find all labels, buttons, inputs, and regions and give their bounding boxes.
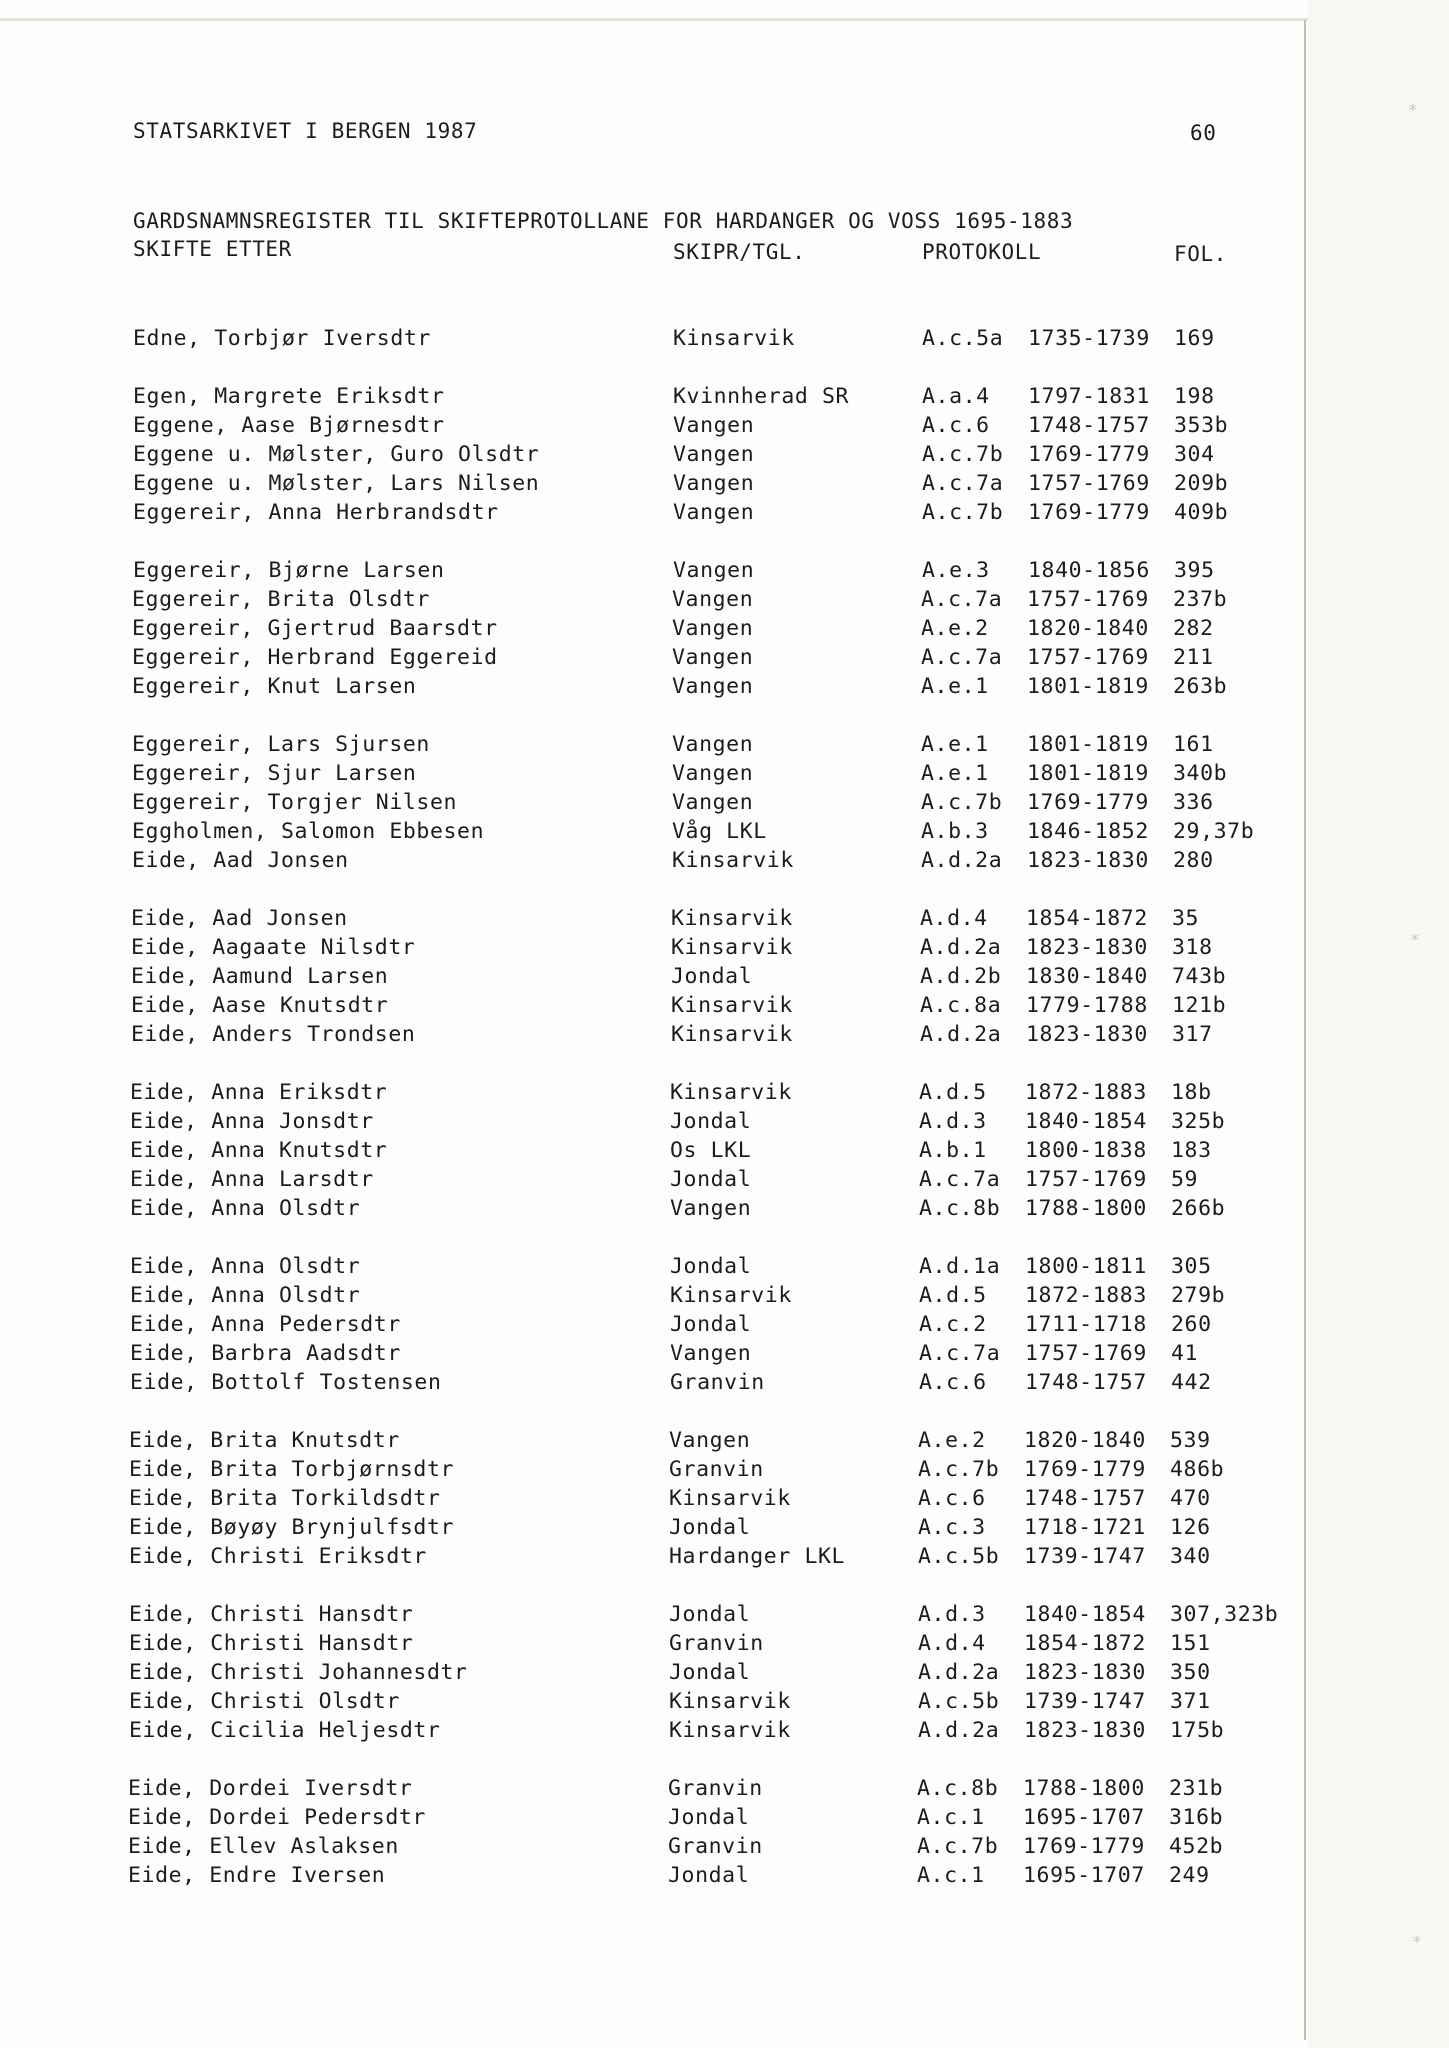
entry-court: Vangen <box>670 1196 752 1221</box>
speck-mark: * <box>1410 930 1420 949</box>
entry-court: Jondal <box>669 1660 751 1685</box>
entry-years: 1788-1800 <box>1023 1776 1145 1801</box>
entry-folio: 121b <box>1172 993 1227 1018</box>
entry-folio: 409b <box>1174 500 1229 525</box>
entry-protocol: A.d.2a <box>918 1718 1000 1743</box>
entry-court: Os LKL <box>670 1138 752 1163</box>
entry-court: Jondal <box>670 1167 752 1192</box>
entry-folio: 211 <box>1173 645 1214 670</box>
entry-name: Eggene u. Mølster, Guro Olsdtr <box>133 442 540 467</box>
entry-protocol: A.d.2a <box>920 1022 1002 1047</box>
entry-court: Granvin <box>670 1370 765 1395</box>
entry-name: Eide, Aagaate Nilsdtr <box>131 935 416 960</box>
table-row <box>0 442 1300 472</box>
entry-protocol: A.d.1a <box>919 1254 1001 1279</box>
entry-folio: 318 <box>1172 935 1213 960</box>
entry-court: Kinsarvik <box>669 1718 791 1743</box>
table-row <box>0 645 1300 675</box>
entry-name: Eide, Barbra Aadsdtr <box>130 1341 401 1366</box>
table-row <box>0 1689 1300 1719</box>
entry-folio: 175b <box>1170 1718 1225 1743</box>
entry-name: Eide, Anna Pedersdtr <box>130 1312 401 1337</box>
entry-protocol: A.d.2a <box>921 848 1003 873</box>
entry-folio: 307,323b <box>1170 1602 1279 1627</box>
entry-name: Eide, Bottolf Tostensen <box>130 1370 442 1395</box>
entry-protocol: A.c.8b <box>917 1776 999 1801</box>
entry-name: Eggereir, Herbrand Eggereid <box>132 645 498 670</box>
entry-court: Granvin <box>669 1631 764 1656</box>
entry-name: Eide, Brita Torbjørnsdtr <box>129 1457 455 1482</box>
entry-years: 1801-1819 <box>1027 674 1149 699</box>
entry-folio: 183 <box>1171 1138 1212 1163</box>
page-top-edge <box>0 18 1449 21</box>
entry-years: 1757-1769 <box>1027 645 1149 670</box>
table-row <box>0 1834 1300 1864</box>
entry-folio: 126 <box>1170 1515 1211 1540</box>
table-row <box>0 1718 1300 1748</box>
entry-folio: 35 <box>1172 906 1200 931</box>
entry-court: Vangen <box>672 674 754 699</box>
entry-folio: 304 <box>1174 442 1215 467</box>
entry-protocol: A.c.6 <box>918 1486 986 1511</box>
entry-name: Eide, Christi Hansdtr <box>129 1602 414 1627</box>
entry-protocol: A.c.1 <box>917 1863 985 1888</box>
entry-folio: 539 <box>1170 1428 1211 1453</box>
entry-folio: 59 <box>1171 1167 1199 1192</box>
entry-name: Eide, Aase Knutsdtr <box>131 993 389 1018</box>
table-row <box>0 964 1300 994</box>
entry-folio: 279b <box>1171 1283 1226 1308</box>
entry-folio: 249 <box>1169 1863 1210 1888</box>
entry-folio: 340 <box>1170 1544 1211 1569</box>
entry-name: Eide, Brita Knutsdtr <box>129 1428 400 1453</box>
entry-protocol: A.e.2 <box>921 616 989 641</box>
entry-folio: 395 <box>1174 558 1215 583</box>
column-header-protokoll: PROTOKOLL <box>922 240 1042 264</box>
entry-protocol: A.c.7b <box>918 1457 1000 1482</box>
table-row <box>0 1109 1300 1139</box>
entry-name: Eide, Anna Olsdtr <box>130 1196 361 1221</box>
table-row <box>0 1370 1300 1400</box>
entry-court: Jondal <box>670 1109 752 1134</box>
table-row <box>0 732 1300 762</box>
entry-court: Vangen <box>672 645 754 670</box>
table-row <box>0 1080 1300 1110</box>
entry-folio: 305 <box>1171 1254 1212 1279</box>
entry-folio: 151 <box>1170 1631 1211 1656</box>
entry-years: 1823-1830 <box>1027 848 1149 873</box>
entry-protocol: A.c.7a <box>922 471 1004 496</box>
entry-years: 1840-1854 <box>1025 1109 1147 1134</box>
entry-years: 1718-1721 <box>1024 1515 1146 1540</box>
entry-protocol: A.d.2a <box>918 1660 1000 1685</box>
entry-protocol: A.c.8b <box>919 1196 1001 1221</box>
entry-protocol: A.d.3 <box>919 1109 987 1134</box>
table-row <box>0 1254 1300 1284</box>
entry-folio: 325b <box>1171 1109 1226 1134</box>
table-row <box>0 1022 1300 1052</box>
entry-court: Vangen <box>670 1341 752 1366</box>
entry-years: 1739-1747 <box>1024 1544 1146 1569</box>
entry-court: Kvinnherad SR <box>673 384 850 409</box>
table-row <box>0 1544 1300 1574</box>
entry-folio: 18b <box>1171 1080 1212 1105</box>
entry-years: 1823-1830 <box>1026 935 1148 960</box>
entry-protocol: A.d.5 <box>919 1080 987 1105</box>
entry-court: Vangen <box>672 761 754 786</box>
entry-protocol: A.b.1 <box>919 1138 987 1163</box>
entry-years: 1757-1769 <box>1025 1167 1147 1192</box>
column-header-skifte-etter: SKIFTE ETTER <box>133 237 292 261</box>
entry-protocol: A.d.4 <box>920 906 988 931</box>
entry-name: Eggholmen, Salomon Ebbesen <box>132 819 485 844</box>
table-row <box>0 384 1300 414</box>
entry-name: Eide, Ellev Aslaksen <box>128 1834 399 1859</box>
table-row <box>0 993 1300 1023</box>
speck-mark: * <box>1412 1932 1422 1951</box>
table-row <box>0 1167 1300 1197</box>
entry-protocol: A.c.5a <box>922 326 1004 351</box>
entry-name: Eide, Aad Jonsen <box>131 906 348 931</box>
entry-name: Edne, Torbjør Iversdtr <box>133 326 431 351</box>
entry-name: Eide, Christi Johannesdtr <box>129 1660 468 1685</box>
entry-name: Eggereir, Bjørne Larsen <box>133 558 445 583</box>
entry-protocol: A.d.2a <box>920 935 1002 960</box>
entry-court: Vangen <box>672 790 754 815</box>
entry-years: 1711-1718 <box>1025 1312 1147 1337</box>
entry-court: Vangen <box>669 1428 751 1453</box>
entry-court: Jondal <box>669 1515 751 1540</box>
table-row <box>0 1196 1300 1226</box>
entry-folio: 340b <box>1173 761 1228 786</box>
entry-name: Eide, Cicilia Heljesdtr <box>129 1718 441 1743</box>
table-row <box>0 1602 1300 1632</box>
entry-folio: 280 <box>1173 848 1214 873</box>
entry-court: Jondal <box>670 1254 752 1279</box>
entry-years: 1779-1788 <box>1026 993 1148 1018</box>
entry-protocol: A.c.7a <box>921 587 1003 612</box>
entry-years: 1748-1757 <box>1025 1370 1147 1395</box>
register-title: GARDSNAMNSREGISTER TIL SKIFTEPROTOLLANE FOR HARDANGER OG VOSS 1695-1883 <box>133 209 1074 233</box>
speck-mark: * <box>1408 100 1418 119</box>
entry-folio: 263b <box>1173 674 1228 699</box>
entry-years: 1823-1830 <box>1024 1718 1146 1743</box>
entry-name: Eggereir, Brita Olsdtr <box>132 587 430 612</box>
table-row <box>0 413 1300 443</box>
entry-folio: 282 <box>1173 616 1214 641</box>
entry-folio: 260 <box>1171 1312 1212 1337</box>
table-row <box>0 471 1300 501</box>
entry-protocol: A.e.1 <box>921 761 989 786</box>
entry-court: Jondal <box>668 1863 750 1888</box>
table-row <box>0 1457 1300 1487</box>
entry-court: Vangen <box>673 413 755 438</box>
entry-protocol: A.a.4 <box>922 384 990 409</box>
entry-protocol: A.d.3 <box>918 1602 986 1627</box>
entry-folio: 317 <box>1172 1022 1213 1047</box>
entry-name: Eggereir, Gjertrud Baarsdtr <box>132 616 498 641</box>
entry-years: 1820-1840 <box>1024 1428 1146 1453</box>
entry-name: Eide, Anna Eriksdtr <box>130 1080 388 1105</box>
archive-heading: STATSARKIVET I BERGEN 1987 <box>133 119 478 143</box>
entry-years: 1840-1854 <box>1024 1602 1146 1627</box>
entry-years: 1801-1819 <box>1027 732 1149 757</box>
entry-court: Granvin <box>668 1834 763 1859</box>
entry-protocol: A.d.5 <box>919 1283 987 1308</box>
entry-court: Granvin <box>669 1457 764 1482</box>
entry-name: Eide, Dordei Pedersdtr <box>128 1805 426 1830</box>
table-row <box>0 1776 1300 1806</box>
entry-folio: 198 <box>1174 384 1215 409</box>
table-row <box>0 500 1300 530</box>
table-row <box>0 1341 1300 1371</box>
entry-court: Vangen <box>672 732 754 757</box>
entry-protocol: A.c.5b <box>918 1544 1000 1569</box>
entry-protocol: A.c.1 <box>917 1805 985 1830</box>
entry-protocol: A.d.2b <box>920 964 1002 989</box>
entry-folio: 237b <box>1173 587 1228 612</box>
entry-court: Kinsarvik <box>671 935 793 960</box>
entry-years: 1830-1840 <box>1026 964 1148 989</box>
entry-court: Kinsarvik <box>669 1689 791 1714</box>
entry-court: Kinsarvik <box>671 1022 793 1047</box>
entry-name: Eide, Anders Trondsen <box>131 1022 416 1047</box>
entry-folio: 169 <box>1174 326 1215 351</box>
entry-court: Vangen <box>673 558 755 583</box>
entry-protocol: A.c.7b <box>922 442 1004 467</box>
entry-folio: 161 <box>1173 732 1214 757</box>
entry-folio: 486b <box>1170 1457 1225 1482</box>
entry-protocol: A.c.7a <box>919 1167 1001 1192</box>
entry-years: 1846-1852 <box>1027 819 1149 844</box>
entry-years: 1757-1769 <box>1028 471 1150 496</box>
entry-court: Granvin <box>668 1776 763 1801</box>
entry-folio: 371 <box>1170 1689 1211 1714</box>
entry-years: 1769-1779 <box>1028 500 1150 525</box>
entry-court: Vangen <box>672 587 754 612</box>
entry-court: Kinsarvik <box>673 326 795 351</box>
table-row <box>0 558 1300 588</box>
entry-protocol: A.c.7a <box>919 1341 1001 1366</box>
entry-years: 1800-1838 <box>1025 1138 1147 1163</box>
entry-court: Vangen <box>673 471 755 496</box>
entry-folio: 266b <box>1171 1196 1226 1221</box>
entry-name: Eide, Anna Larsdtr <box>130 1167 374 1192</box>
entry-name: Eide, Christi Eriksdtr <box>129 1544 427 1569</box>
entry-years: 1695-1707 <box>1023 1805 1145 1830</box>
entry-name: Eide, Endre Iversen <box>128 1863 386 1888</box>
table-row <box>0 616 1300 646</box>
entry-court: Hardanger LKL <box>669 1544 846 1569</box>
entry-name: Eggereir, Knut Larsen <box>132 674 417 699</box>
entry-protocol: A.c.7b <box>917 1834 999 1859</box>
entry-court: Jondal <box>668 1805 750 1830</box>
table-row <box>0 790 1300 820</box>
entry-years: 1872-1883 <box>1025 1283 1147 1308</box>
table-row <box>0 906 1300 936</box>
entry-name: Eggereir, Anna Herbrandsdtr <box>133 500 499 525</box>
entry-years: 1788-1800 <box>1025 1196 1147 1221</box>
entry-years: 1823-1830 <box>1024 1660 1146 1685</box>
table-row <box>0 587 1300 617</box>
entry-name: Eide, Dordei Iversdtr <box>128 1776 413 1801</box>
entry-court: Kinsarvik <box>672 848 794 873</box>
entry-court: Kinsarvik <box>671 993 793 1018</box>
column-header-fol: FOL. <box>1174 242 1227 266</box>
table-row <box>0 1283 1300 1313</box>
entry-protocol: A.c.8a <box>920 993 1002 1018</box>
entry-court: Vangen <box>673 442 755 467</box>
table-row <box>0 674 1300 704</box>
page-number: 60 <box>1190 121 1217 145</box>
entry-years: 1735-1739 <box>1028 326 1150 351</box>
table-row <box>0 1863 1300 1893</box>
table-row <box>0 1486 1300 1516</box>
entry-years: 1748-1757 <box>1028 413 1150 438</box>
entry-name: Eide, Christi Olsdtr <box>129 1689 400 1714</box>
entry-folio: 231b <box>1169 1776 1224 1801</box>
entry-folio: 442 <box>1171 1370 1212 1395</box>
entry-years: 1769-1779 <box>1024 1457 1146 1482</box>
entry-folio: 452b <box>1169 1834 1224 1859</box>
entry-name: Eggene, Aase Bjørnesdtr <box>133 413 445 438</box>
table-row <box>0 1138 1300 1168</box>
entry-folio: 353b <box>1174 413 1229 438</box>
entry-protocol: A.c.2 <box>919 1312 987 1337</box>
entry-years: 1823-1830 <box>1026 1022 1148 1047</box>
column-header-skipr-tgl: SKIPR/TGL. <box>673 240 806 264</box>
entry-years: 1739-1747 <box>1024 1689 1146 1714</box>
entry-name: Eide, Christi Hansdtr <box>129 1631 414 1656</box>
table-row <box>0 326 1300 356</box>
entry-court: Kinsarvik <box>670 1283 792 1308</box>
entry-court: Kinsarvik <box>670 1080 792 1105</box>
entry-years: 1769-1779 <box>1027 790 1149 815</box>
entry-court: Jondal <box>670 1312 752 1337</box>
entry-protocol: A.d.4 <box>918 1631 986 1656</box>
entry-years: 1854-1872 <box>1026 906 1148 931</box>
entry-court: Jondal <box>671 964 753 989</box>
entry-years: 1840-1856 <box>1028 558 1150 583</box>
table-row <box>0 848 1300 878</box>
entry-name: Eide, Anna Jonsdtr <box>130 1109 374 1134</box>
table-row <box>0 1428 1300 1458</box>
entry-folio: 316b <box>1169 1805 1224 1830</box>
entry-years: 1872-1883 <box>1025 1080 1147 1105</box>
page-fold-line <box>1304 20 1306 2040</box>
table-row <box>0 1660 1300 1690</box>
table-row <box>0 1312 1300 1342</box>
entry-name: Eide, Brita Torkildsdtr <box>129 1486 441 1511</box>
entry-court: Våg LKL <box>672 819 767 844</box>
entry-years: 1695-1707 <box>1023 1863 1145 1888</box>
entry-protocol: A.c.7b <box>922 500 1004 525</box>
entry-folio: 350 <box>1170 1660 1211 1685</box>
entry-name: Eide, Aamund Larsen <box>131 964 389 989</box>
entry-name: Eide, Aad Jonsen <box>132 848 349 873</box>
entry-protocol: A.c.5b <box>918 1689 1000 1714</box>
entry-name: Eide, Anna Knutsdtr <box>130 1138 388 1163</box>
entry-years: 1757-1769 <box>1025 1341 1147 1366</box>
entry-name: Eggereir, Torgjer Nilsen <box>132 790 458 815</box>
entry-years: 1820-1840 <box>1027 616 1149 641</box>
entry-folio: 209b <box>1174 471 1229 496</box>
table-row <box>0 1805 1300 1835</box>
entry-years: 1800-1811 <box>1025 1254 1147 1279</box>
table-row <box>0 761 1300 791</box>
entry-years: 1748-1757 <box>1024 1486 1146 1511</box>
entry-folio: 29,37b <box>1173 819 1255 844</box>
table-row <box>0 1515 1300 1545</box>
entry-years: 1801-1819 <box>1027 761 1149 786</box>
table-row <box>0 819 1300 849</box>
adjacent-page-strip <box>1308 0 1449 2048</box>
entry-years: 1769-1779 <box>1028 442 1150 467</box>
entry-court: Kinsarvik <box>671 906 793 931</box>
entry-court: Jondal <box>669 1602 751 1627</box>
entry-years: 1757-1769 <box>1027 587 1149 612</box>
entry-name: Eide, Anna Olsdtr <box>130 1254 361 1279</box>
entry-name: Eide, Anna Olsdtr <box>130 1283 361 1308</box>
entry-name: Eggene u. Mølster, Lars Nilsen <box>133 471 540 496</box>
entry-protocol: A.c.6 <box>919 1370 987 1395</box>
table-row <box>0 935 1300 965</box>
entry-name: Eggereir, Sjur Larsen <box>132 761 417 786</box>
entry-folio: 41 <box>1171 1341 1199 1366</box>
entry-folio: 470 <box>1170 1486 1211 1511</box>
entry-years: 1797-1831 <box>1028 384 1150 409</box>
entry-protocol: A.e.1 <box>921 674 989 699</box>
entry-protocol: A.c.7b <box>921 790 1003 815</box>
entry-folio: 336 <box>1173 790 1214 815</box>
entry-years: 1854-1872 <box>1024 1631 1146 1656</box>
entry-protocol: A.e.2 <box>918 1428 986 1453</box>
entry-court: Vangen <box>673 500 755 525</box>
entry-years: 1769-1779 <box>1023 1834 1145 1859</box>
entry-name: Eide, Bøyøy Brynjulfsdtr <box>129 1515 455 1540</box>
entry-protocol: A.e.3 <box>922 558 990 583</box>
entry-protocol: A.c.3 <box>918 1515 986 1540</box>
entry-name: Eggereir, Lars Sjursen <box>132 732 430 757</box>
entry-protocol: A.c.7a <box>921 645 1003 670</box>
entry-name: Egen, Margrete Eriksdtr <box>133 384 445 409</box>
entry-court: Kinsarvik <box>669 1486 791 1511</box>
entry-protocol: A.c.6 <box>922 413 990 438</box>
entry-protocol: A.b.3 <box>921 819 989 844</box>
entry-court: Vangen <box>672 616 754 641</box>
entry-protocol: A.e.1 <box>921 732 989 757</box>
entry-folio: 743b <box>1172 964 1227 989</box>
table-row <box>0 1631 1300 1661</box>
